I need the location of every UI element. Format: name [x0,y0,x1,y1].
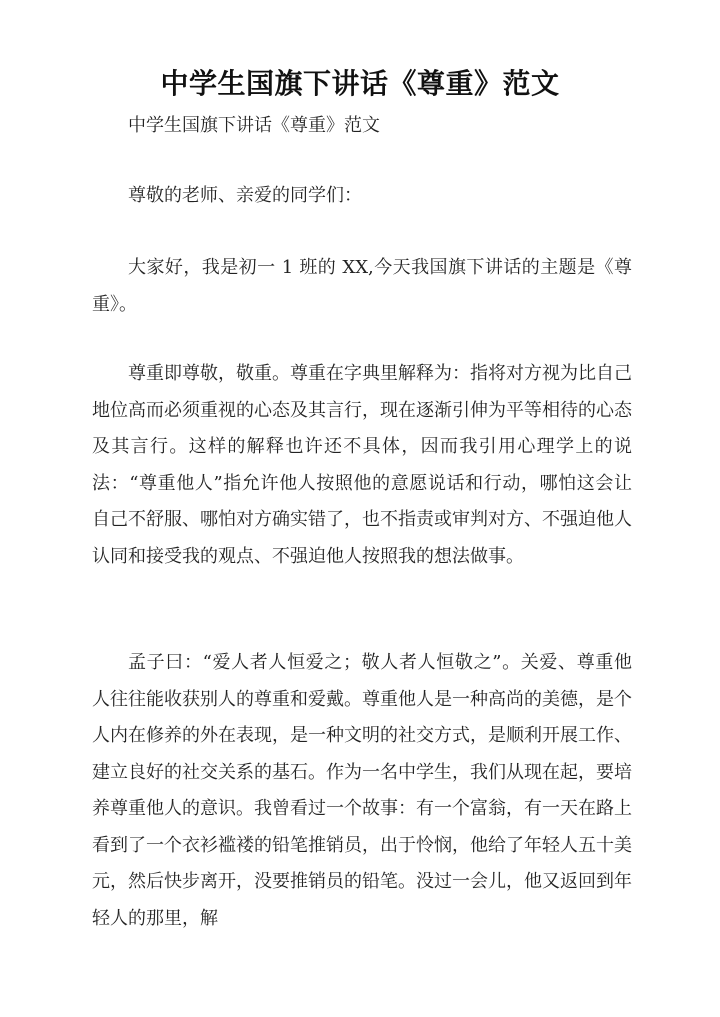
document-title: 中学生国旗下讲话《尊重》范文 [160,67,560,100]
body-paragraph-2: 孟子曰：“爱人者人恒爱之；敬人者人恒敬之”。关爱、尊重他人往往能收获别人的尊重和爱戴。尊重他人是一种高尚的美德，是个人内在修养的外在表现，是一种文明的社交方式，是顺利开展工作、建立良好的社交关系的基石。作为一名中学生，我们从现在起，要培养尊重他人的意识。我曾看过一个故事：有一个富翁，有一天在路上看到了一个衣衫褴褛的铅笔推销员，出于怜悯，他给了年轻人五十美元，然后快步离开，没要推销员的铅笔。没过一会儿，他又返回到年轻人的那里，解 [92,652,632,929]
body-paragraph-1: 尊重即尊敬，敬重。尊重在字典里解释为：指将对方视为比自己地位高而必须重视的心态及其言行，现在逐渐引伸为平等相待的心态及其言行。这样的解释也许还不具体，因而我引用心理学上的说法：“尊重他人”指允许他人按照他的意愿说话和行动，哪怕这会让自己不舒服、哪怕对方确实错了，也不指责或审判对方、不强迫他人认同和接受我的观点、不强迫他人按照我的想法做事。 [92,363,632,567]
intro-paragraph: 大家好，我是初一 1 班的 XX,今天我国旗下讲话的主题是《尊重》。 [92,257,632,315]
greeting-line: 尊敬的老师、亲爱的同学们： [128,185,362,206]
document-subtitle: 中学生国旗下讲话《尊重》范文 [128,115,380,136]
